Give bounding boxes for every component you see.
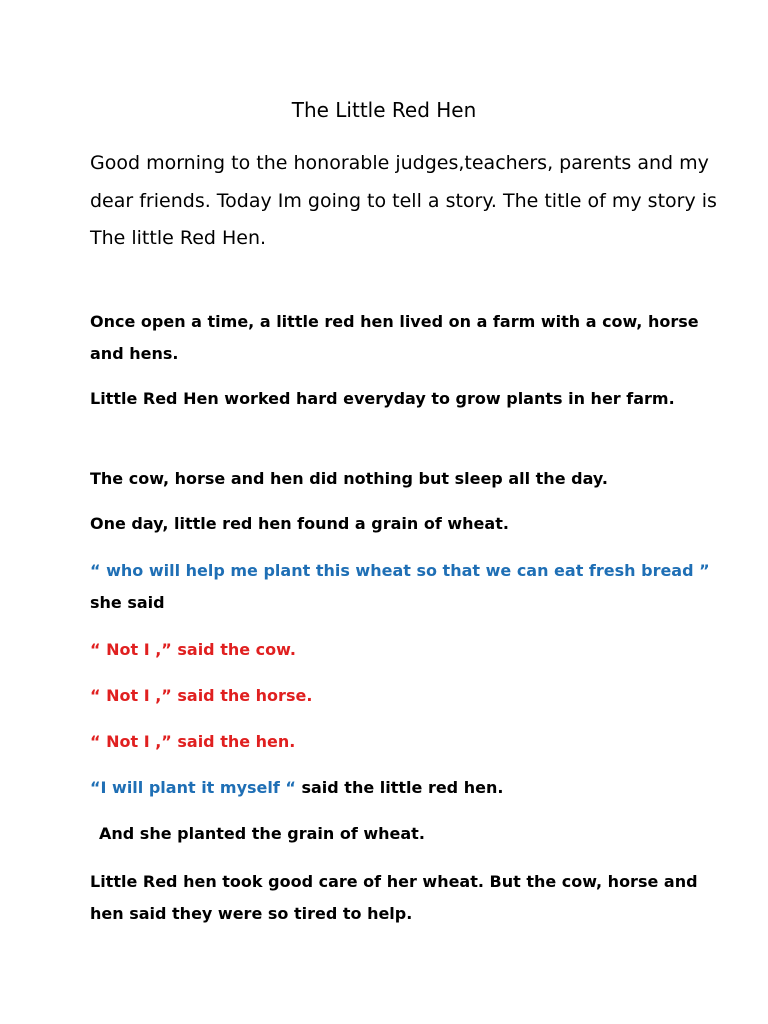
hen-question-quote: “ who will help me plant this wheat so that we can eat fresh bread ” <box>90 561 710 580</box>
intro-paragraph: Good morning to the honorable judges,teachers, parents and my dear friends. Today Im going to tell a story. The title of my story is The little Red Hen. <box>90 152 717 249</box>
hen-answer-attribution: said the little red hen. <box>295 778 504 797</box>
hen-question-attribution: she said <box>90 593 165 612</box>
paragraph-planted-grain: And she planted the grain of wheat. <box>99 824 425 843</box>
paragraph-not-i-cow: “ Not I ,” said the cow. <box>90 640 296 659</box>
paragraph-good-care: Little Red hen took good care of her wheat. But the cow, horse and hen said they were so tired to help. <box>90 872 698 923</box>
paragraph-once-upon: Once open a time, a little red hen lived on a farm with a cow, horse and hens. <box>90 312 699 363</box>
paragraph-not-i-horse: “ Not I ,” said the horse. <box>90 686 313 705</box>
story-title: The Little Red Hen <box>291 98 477 122</box>
paragraph-plant-myself <box>90 772 720 804</box>
paragraph-found-wheat: One day, little red hen found a grain of wheat. <box>90 514 509 533</box>
paragraph-did-nothing: The cow, horse and hen did nothing but sleep all the day. <box>90 469 608 488</box>
hen-answer-quote: “I will plant it myself “ <box>90 778 296 797</box>
paragraph-who-will-help <box>90 555 720 619</box>
paragraph-worked-hard: Little Red Hen worked hard everyday to grow plants in her farm. <box>90 389 675 408</box>
paragraph-not-i-hen: “ Not I ,” said the hen. <box>90 732 296 751</box>
